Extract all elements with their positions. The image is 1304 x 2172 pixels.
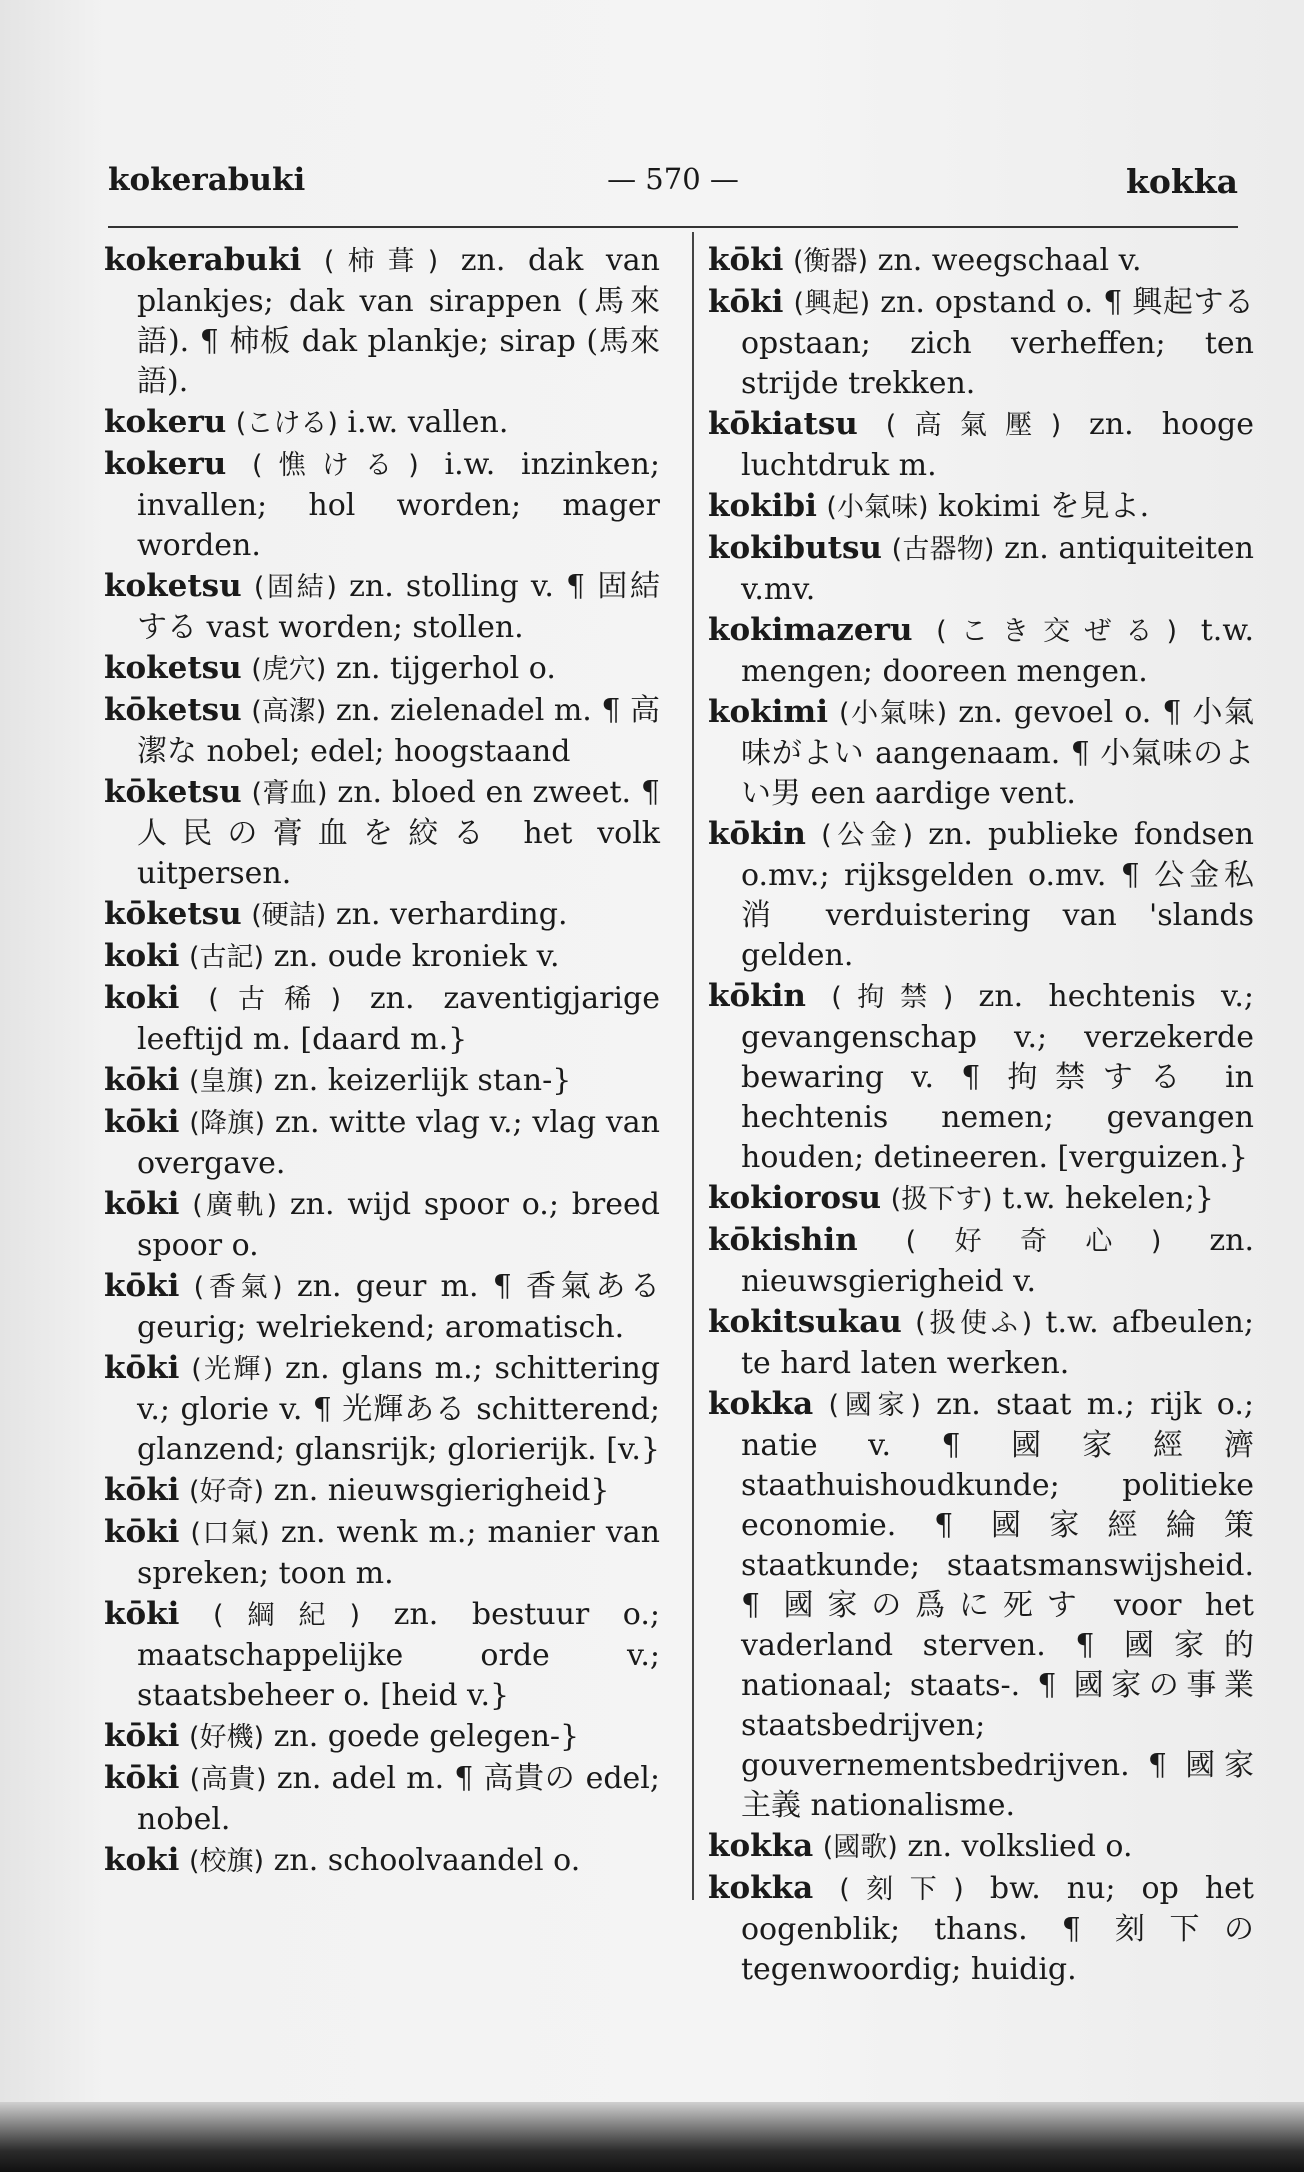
entry-kanji: (高潔) xyxy=(251,696,327,727)
entry-definition: zn. witte vlag v.; vlag van overgave. xyxy=(137,1105,660,1181)
dictionary-entry xyxy=(708,1220,1254,1302)
dictionary-entry xyxy=(104,648,660,690)
dictionary-entry xyxy=(708,1384,1254,1826)
entry-kanji: (扱使ふ) xyxy=(915,1308,1033,1339)
page-header xyxy=(108,158,1238,218)
dictionary-entry xyxy=(104,240,660,402)
entry-headword: kokibi xyxy=(708,488,817,524)
entry-definition: zn. wijd spoor o.; breed spoor o. xyxy=(137,1187,660,1263)
entry-definition: t.w. hekelen;} xyxy=(1002,1181,1214,1216)
entry-definition: zn. opstand o. ¶ 興起する opstaan; zich verheffen; ten strijde trekken. xyxy=(741,285,1254,401)
entry-definition: t.w. mengen; dooreen mengen. xyxy=(741,613,1254,689)
dictionary-entry xyxy=(708,404,1254,486)
entry-headword: kōkin xyxy=(708,978,806,1014)
entry-kanji: (光輝) xyxy=(191,1354,274,1385)
entry-kanji: (虎穴) xyxy=(251,654,327,685)
dictionary-entry xyxy=(708,814,1254,976)
entry-kanji: (こける) xyxy=(235,408,338,439)
entry-kanji: (こき交ぜる) xyxy=(936,616,1178,647)
entry-headword: kokimi xyxy=(708,694,828,730)
entry-kanji: (硬詰) xyxy=(251,900,327,931)
entry-headword: kōki xyxy=(104,1350,180,1386)
dictionary-entry xyxy=(708,1868,1254,1990)
entry-headword: kokeru xyxy=(104,404,227,440)
dictionary-entry xyxy=(708,1178,1254,1220)
right-column xyxy=(708,240,1254,1990)
entry-definition: zn. dak van plankjes; dak van sirappen (馬來語). ¶ 柿板 dak plankje; sirap (馬來語). xyxy=(137,243,660,399)
entry-headword: koki xyxy=(104,1842,180,1878)
entry-definition: zn. staat m.; rijk o.; natie v. ¶ 國家經濟 staathuishoudkunde; politieke economie. ¶ 國家經綸策 staatkunde; staatsmanswijsheid. ¶ 國家の爲に死す voor het vaderland sterven. ¶ 國家的 nationaal; staats-. ¶ 國家の事業 staatsbedrijven; gouvernementsbedrijven. ¶ 國家主義 nationalisme. xyxy=(741,1387,1254,1823)
entry-headword: kōketsu xyxy=(104,774,242,810)
entry-definition: zn. antiquiteiten v.mv. xyxy=(741,531,1255,607)
dictionary-entry xyxy=(104,1060,660,1102)
entry-definition: zn. hooge luchtdruk m. xyxy=(741,407,1254,483)
entry-kanji: (小氣味) xyxy=(839,698,948,729)
dictionary-entry xyxy=(104,1716,660,1758)
dictionary-entry xyxy=(104,1102,660,1184)
entry-definition: zn. publieke fondsen o.mv.; rijksgelden o.mv. ¶ 公金私消 verduistering van 'slands gelden. xyxy=(741,817,1254,973)
entry-definition: bw. nu; op het oogenblik; thans. ¶ 刻下の tegenwoordig; huidig. xyxy=(741,1871,1254,1987)
header-rule xyxy=(108,226,1238,228)
entry-headword: kōki xyxy=(104,1062,180,1098)
left-column xyxy=(104,240,660,1882)
entry-definition: zn. verharding. xyxy=(335,897,568,932)
entry-kanji: (皇旗) xyxy=(188,1066,265,1097)
entry-kanji: (刻下) xyxy=(839,1874,964,1905)
dictionary-entry xyxy=(104,444,660,566)
dictionary-entry xyxy=(104,1266,660,1348)
entry-definition: zn. goede gelegen-} xyxy=(273,1719,580,1754)
dictionary-entry xyxy=(104,1840,660,1882)
entry-headword: kōketsu xyxy=(104,692,242,728)
column-divider xyxy=(692,232,694,1900)
entry-definition: kokimi を見よ. xyxy=(938,489,1150,524)
left-guide-word: kokerabuki xyxy=(108,162,306,198)
dictionary-entry xyxy=(708,240,1254,282)
entry-kanji: (古器物) xyxy=(891,534,995,565)
dictionary-entry xyxy=(104,1348,660,1470)
entry-definition: zn. adel m. ¶ 高貴の edel; nobel. xyxy=(137,1761,660,1837)
entry-headword: kōkiatsu xyxy=(708,406,858,442)
dictionary-entry xyxy=(104,978,660,1060)
entry-kanji: (扱下す) xyxy=(890,1184,993,1215)
entry-definition: zn. schoolvaandel o. xyxy=(273,1843,581,1878)
dictionary-entry xyxy=(104,566,660,648)
entry-kanji: (憔ける) xyxy=(251,450,419,481)
entry-headword: kōki xyxy=(708,242,784,278)
entry-kanji: (衡器) xyxy=(792,246,869,277)
entry-definition: zn. nieuwsgierigheid v. xyxy=(741,1223,1254,1299)
dictionary-entry xyxy=(104,690,660,772)
dictionary-entry xyxy=(104,772,660,894)
page-number: — 570 — xyxy=(607,162,739,196)
entry-headword: kōki xyxy=(104,1186,180,1222)
entry-definition: zn. tijgerhol o. xyxy=(335,651,556,686)
entry-headword: koketsu xyxy=(104,650,242,686)
dictionary-entry xyxy=(104,1594,660,1716)
entry-kanji: (古記) xyxy=(188,942,265,973)
entry-definition: zn. wenk m.; manier van spreken; toon m. xyxy=(137,1515,660,1591)
entry-headword: kokka xyxy=(708,1828,814,1864)
entry-kanji: (公金) xyxy=(821,820,914,851)
entry-definition: zn. weegschaal v. xyxy=(877,243,1142,278)
entry-headword: kokka xyxy=(708,1870,814,1906)
dictionary-entry xyxy=(708,282,1254,404)
dictionary-entry xyxy=(104,894,660,936)
entry-definition: zn. bestuur o.; maatschappelijke orde v.; staatsbeheer o. [heid v.} xyxy=(137,1597,660,1713)
entry-headword: kōki xyxy=(104,1760,180,1796)
entry-headword: kokeru xyxy=(104,446,227,482)
entry-kanji: (降旗) xyxy=(189,1108,266,1139)
entry-kanji: (國家) xyxy=(828,1390,921,1421)
entry-definition: zn. zielenadel m. ¶ 高潔な nobel; edel; hoogstaand xyxy=(137,693,660,769)
entry-definition: zn. keizerlijk stan-} xyxy=(273,1063,572,1098)
dictionary-entry xyxy=(708,486,1254,528)
entry-definition: zn. stolling v. ¶ 固結する vast worden; stollen. xyxy=(137,569,660,645)
entry-headword: kōki xyxy=(104,1104,180,1140)
entry-definition: zn. volkslied o. xyxy=(907,1829,1133,1864)
entry-kanji: (綱紀) xyxy=(212,1600,361,1631)
dictionary-entry xyxy=(708,528,1254,610)
entry-kanji: (廣軌) xyxy=(192,1190,278,1221)
entry-headword: koki xyxy=(104,938,180,974)
entry-headword: kōkishin xyxy=(708,1222,858,1258)
entry-definition: zn. bloed en zweet. ¶ 人民の膏血を絞る het volk uitpersen. xyxy=(137,775,660,891)
entry-kanji: (高貴) xyxy=(189,1764,267,1795)
dictionary-entry xyxy=(708,1302,1254,1384)
entry-headword: kōketsu xyxy=(104,896,242,932)
dictionary-entry xyxy=(708,976,1254,1178)
dictionary-entry xyxy=(708,1826,1254,1868)
entry-headword: kōki xyxy=(104,1268,180,1304)
entry-kanji: (固結) xyxy=(253,572,337,603)
entry-kanji: (柿葺) xyxy=(323,246,439,277)
entry-headword: kōki xyxy=(104,1514,180,1550)
entry-definition: t.w. afbeulen; te hard laten werken. xyxy=(741,1305,1254,1381)
entry-definition: zn. hechtenis v.; gevangenschap v.; verzekerde bewaring v. ¶ 拘禁する in hechtenis nemen; gevangen houden; detineeren. [verguizen.} xyxy=(741,979,1254,1175)
page-edge-shadow xyxy=(0,2102,1304,2172)
entry-definition: i.w. inzinken; invallen; hol worden; mager worden. xyxy=(137,447,660,563)
entry-kanji: (好奇) xyxy=(188,1476,265,1507)
entry-definition: zn. zaventigjarige leeftijd m. [daard m.} xyxy=(137,981,660,1057)
entry-kanji: (小氣味) xyxy=(826,492,929,523)
entry-headword: kokiorosu xyxy=(708,1180,882,1216)
entry-headword: kokimazeru xyxy=(708,612,913,648)
entry-headword: kōki xyxy=(104,1596,180,1632)
entry-headword: koki xyxy=(104,980,180,1016)
dictionary-entry xyxy=(104,1512,660,1594)
entry-kanji: (膏血) xyxy=(251,778,328,809)
entry-headword: kokibutsu xyxy=(708,530,882,566)
dictionary-entry xyxy=(104,1184,660,1266)
entry-definition: zn. nieuwsgierigheid} xyxy=(273,1473,610,1508)
entry-headword: koketsu xyxy=(104,568,242,604)
entry-definition: zn. geur m. ¶ 香氣ある geurig; welriekend; aromatisch. xyxy=(137,1269,660,1345)
entry-definition: i.w. vallen. xyxy=(347,405,509,440)
entry-kanji: (好奇心) xyxy=(905,1226,1162,1257)
entry-kanji: (興起) xyxy=(793,288,871,319)
entry-kanji: (拘禁) xyxy=(831,982,954,1013)
entry-kanji: (高氣壓) xyxy=(885,410,1062,441)
dictionary-entry xyxy=(104,1470,660,1512)
entry-definition: zn. glans m.; schittering v.; glorie v. ¶ 光輝ある schitterend; glanzend; glansrijk; glorierijk. [v.} xyxy=(137,1351,660,1467)
right-guide-word: kokka xyxy=(1126,162,1238,201)
entry-headword: kōki xyxy=(104,1472,180,1508)
entry-kanji: (校旗) xyxy=(188,1846,265,1877)
dictionary-entry xyxy=(708,610,1254,692)
dictionary-entry xyxy=(708,692,1254,814)
entry-kanji: (國歌) xyxy=(822,1832,898,1863)
entry-kanji: (古稀) xyxy=(208,984,342,1015)
dictionary-entry xyxy=(104,1758,660,1840)
entry-headword: kokka xyxy=(708,1386,814,1422)
entry-headword: kōki xyxy=(708,284,784,320)
entry-kanji: (好機) xyxy=(188,1722,265,1753)
entry-headword: kokitsukau xyxy=(708,1304,902,1340)
entry-headword: kokerabuki xyxy=(104,242,302,278)
entry-headword: kōki xyxy=(104,1718,180,1754)
dictionary-entry xyxy=(104,936,660,978)
entry-definition: zn. oude kroniek v. xyxy=(273,939,560,974)
entry-kanji: (口氣) xyxy=(190,1518,270,1549)
entry-kanji: (香氣) xyxy=(193,1272,283,1303)
entry-headword: kōkin xyxy=(708,816,806,852)
dictionary-entry xyxy=(104,402,660,444)
entry-definition: zn. gevoel o. ¶ 小氣味がよい aangenaam. ¶ 小氣味のよい男 een aardige vent. xyxy=(741,695,1254,811)
